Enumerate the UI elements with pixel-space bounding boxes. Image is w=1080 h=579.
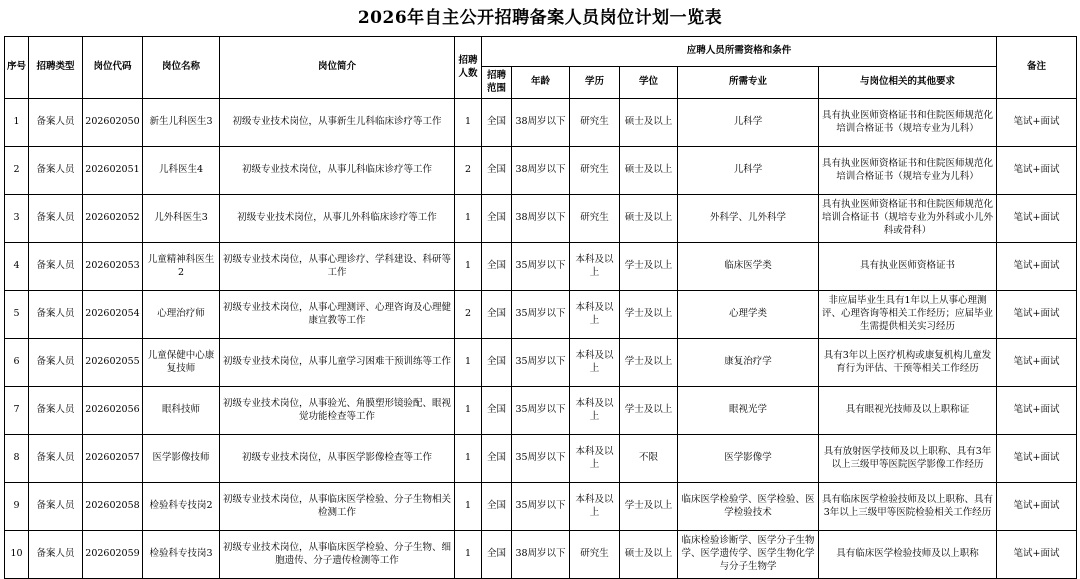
cell-position-code: 202602059 <box>83 531 143 579</box>
table-body <box>5 99 1077 579</box>
header-other-requirements: 与岗位相关的其他要求 <box>819 67 997 99</box>
cell-other-requirements: 具有执业医师资格证书和住院医师规范化培训合格证书（规培专业为儿科） <box>819 99 997 147</box>
cell-scope: 全国 <box>482 195 512 243</box>
cell-description: 初级专业技术岗位，从事心理诊疗、学科建设、科研等工作 <box>220 243 455 291</box>
cell-education: 研究生 <box>570 195 620 243</box>
cell-age: 38周岁以下 <box>512 147 570 195</box>
cell-degree: 硕士及以上 <box>620 531 678 579</box>
cell-index: 9 <box>5 483 29 531</box>
cell-description: 初级专业技术岗位，从事儿童学习困难干预训练等工作 <box>220 339 455 387</box>
cell-other-requirements: 具有执业医师资格证书 <box>819 243 997 291</box>
cell-major: 外科学、儿外科学 <box>678 195 819 243</box>
cell-position-code: 202602053 <box>83 243 143 291</box>
table-row <box>5 147 1077 195</box>
cell-major: 临床医学检验学、医学检验、医学检验技术 <box>678 483 819 531</box>
cell-index: 3 <box>5 195 29 243</box>
cell-major: 眼视光学 <box>678 387 819 435</box>
cell-degree: 学士及以上 <box>620 387 678 435</box>
cell-position-code: 202602057 <box>83 435 143 483</box>
cell-scope: 全国 <box>482 291 512 339</box>
cell-index: 4 <box>5 243 29 291</box>
cell-other-requirements: 具有3年以上医疗机构或康复机构儿童发育行为评估、干预等相关工作经历 <box>819 339 997 387</box>
cell-headcount: 2 <box>455 147 482 195</box>
positions-table <box>4 36 1077 579</box>
header-degree: 学位 <box>620 67 678 99</box>
header-position-code: 岗位代码 <box>83 37 143 99</box>
cell-education: 研究生 <box>570 531 620 579</box>
cell-major: 儿科学 <box>678 147 819 195</box>
cell-education: 本科及以上 <box>570 243 620 291</box>
cell-recruit-type: 备案人员 <box>29 339 83 387</box>
cell-position-name: 眼科技师 <box>143 387 220 435</box>
cell-position-name: 儿童保健中心康复技师 <box>143 339 220 387</box>
table-row <box>5 291 1077 339</box>
table-row <box>5 483 1077 531</box>
cell-remark: 笔试+面试 <box>997 147 1077 195</box>
cell-index: 7 <box>5 387 29 435</box>
cell-age: 35周岁以下 <box>512 387 570 435</box>
header-position-name: 岗位名称 <box>143 37 220 99</box>
cell-other-requirements: 具有眼视光技师及以上职称证 <box>819 387 997 435</box>
cell-position-name: 医学影像技师 <box>143 435 220 483</box>
cell-position-name: 检验科专技岗2 <box>143 483 220 531</box>
header-remark: 备注 <box>997 37 1077 99</box>
cell-degree: 学士及以上 <box>620 291 678 339</box>
cell-scope: 全国 <box>482 99 512 147</box>
cell-headcount: 1 <box>455 531 482 579</box>
cell-degree: 学士及以上 <box>620 243 678 291</box>
cell-description: 初级专业技术岗位，从事儿外科临床诊疗等工作 <box>220 195 455 243</box>
cell-remark: 笔试+面试 <box>997 195 1077 243</box>
cell-degree: 硕士及以上 <box>620 195 678 243</box>
cell-age: 35周岁以下 <box>512 243 570 291</box>
cell-description: 初级专业技术岗位，从事医学影像检查等工作 <box>220 435 455 483</box>
cell-position-code: 202602055 <box>83 339 143 387</box>
cell-other-requirements: 具有执业医师资格证书和住院医师规范化培训合格证书（规培专业为外科或小儿外科或骨科） <box>819 195 997 243</box>
cell-headcount: 2 <box>455 291 482 339</box>
cell-remark: 笔试+面试 <box>997 99 1077 147</box>
cell-major: 临床医学类 <box>678 243 819 291</box>
cell-headcount: 1 <box>455 483 482 531</box>
cell-age: 38周岁以下 <box>512 531 570 579</box>
cell-degree: 学士及以上 <box>620 483 678 531</box>
cell-other-requirements: 具有执业医师资格证书和住院医师规范化培训合格证书（规培专业为儿科） <box>819 147 997 195</box>
cell-position-name: 检验科专技岗3 <box>143 531 220 579</box>
cell-position-code: 202602058 <box>83 483 143 531</box>
table-row <box>5 387 1077 435</box>
cell-description: 初级专业技术岗位，从事验光、角膜塑形镜验配、眼视觉功能检查等工作 <box>220 387 455 435</box>
cell-scope: 全国 <box>482 435 512 483</box>
cell-recruit-type: 备案人员 <box>29 291 83 339</box>
cell-degree: 硕士及以上 <box>620 99 678 147</box>
cell-degree: 学士及以上 <box>620 339 678 387</box>
cell-education: 研究生 <box>570 147 620 195</box>
page-title: 2026年自主公开招聘备案人员岗位计划一览表 <box>357 8 723 28</box>
cell-scope: 全国 <box>482 387 512 435</box>
cell-scope: 全国 <box>482 243 512 291</box>
cell-position-code: 202602052 <box>83 195 143 243</box>
header-index: 序号 <box>5 37 29 99</box>
cell-position-name: 新生儿科医生3 <box>143 99 220 147</box>
cell-index: 8 <box>5 435 29 483</box>
cell-recruit-type: 备案人员 <box>29 147 83 195</box>
cell-recruit-type: 备案人员 <box>29 483 83 531</box>
cell-education: 本科及以上 <box>570 483 620 531</box>
cell-scope: 全国 <box>482 339 512 387</box>
cell-major: 康复治疗学 <box>678 339 819 387</box>
cell-remark: 笔试+面试 <box>997 435 1077 483</box>
cell-recruit-type: 备案人员 <box>29 435 83 483</box>
cell-position-code: 202602054 <box>83 291 143 339</box>
cell-remark: 笔试+面试 <box>997 387 1077 435</box>
table-row <box>5 243 1077 291</box>
cell-recruit-type: 备案人员 <box>29 195 83 243</box>
cell-description: 初级专业技术岗位，从事新生儿科临床诊疗等工作 <box>220 99 455 147</box>
cell-recruit-type: 备案人员 <box>29 531 83 579</box>
cell-position-code: 202602056 <box>83 387 143 435</box>
cell-headcount: 1 <box>455 435 482 483</box>
cell-recruit-type: 备案人员 <box>29 99 83 147</box>
cell-age: 38周岁以下 <box>512 99 570 147</box>
header-description: 岗位简介 <box>220 37 455 99</box>
cell-scope: 全国 <box>482 483 512 531</box>
table-row <box>5 339 1077 387</box>
cell-scope: 全国 <box>482 531 512 579</box>
header-major: 所需专业 <box>678 67 819 99</box>
cell-position-code: 202602050 <box>83 99 143 147</box>
cell-remark: 笔试+面试 <box>997 243 1077 291</box>
cell-education: 本科及以上 <box>570 435 620 483</box>
cell-headcount: 1 <box>455 195 482 243</box>
cell-remark: 笔试+面试 <box>997 531 1077 579</box>
cell-recruit-type: 备案人员 <box>29 387 83 435</box>
cell-major: 临床检验诊断学、医学分子生物学、医学遗传学、医学生物化学与分子生物学 <box>678 531 819 579</box>
header-education: 学历 <box>570 67 620 99</box>
cell-degree: 不限 <box>620 435 678 483</box>
cell-education: 本科及以上 <box>570 339 620 387</box>
cell-major: 医学影像学 <box>678 435 819 483</box>
table-row <box>5 435 1077 483</box>
cell-scope: 全国 <box>482 147 512 195</box>
cell-headcount: 1 <box>455 387 482 435</box>
cell-education: 本科及以上 <box>570 291 620 339</box>
cell-age: 35周岁以下 <box>512 291 570 339</box>
cell-age: 35周岁以下 <box>512 339 570 387</box>
cell-other-requirements: 具有临床医学检验技师及以上职称、具有3年以上三级甲等医院检验相关工作经历 <box>819 483 997 531</box>
table-row <box>5 531 1077 579</box>
cell-index: 2 <box>5 147 29 195</box>
cell-description: 初级专业技术岗位，从事儿科临床诊疗等工作 <box>220 147 455 195</box>
cell-remark: 笔试+面试 <box>997 291 1077 339</box>
cell-other-requirements: 非应届毕业生具有1年以上从事心理测评、心理咨询等相关工作经历；应届毕业生需提供相关实习经历 <box>819 291 997 339</box>
cell-position-name: 心理治疗师 <box>143 291 220 339</box>
cell-description: 初级专业技术岗位，从事临床医学检验、分子生物、细胞遗传、分子遗传检测等工作 <box>220 531 455 579</box>
cell-education: 本科及以上 <box>570 387 620 435</box>
cell-position-name: 儿童精神科医生2 <box>143 243 220 291</box>
table-row <box>5 99 1077 147</box>
cell-age: 35周岁以下 <box>512 483 570 531</box>
cell-remark: 笔试+面试 <box>997 339 1077 387</box>
cell-headcount: 1 <box>455 243 482 291</box>
header-scope: 招聘范围 <box>482 67 512 99</box>
cell-degree: 硕士及以上 <box>620 147 678 195</box>
cell-index: 1 <box>5 99 29 147</box>
header-age: 年龄 <box>512 67 570 99</box>
table-row <box>5 195 1077 243</box>
cell-index: 6 <box>5 339 29 387</box>
cell-position-code: 202602051 <box>83 147 143 195</box>
cell-index: 10 <box>5 531 29 579</box>
cell-position-name: 儿科医生4 <box>143 147 220 195</box>
cell-other-requirements: 具有临床医学检验技师及以上职称 <box>819 531 997 579</box>
cell-position-name: 儿外科医生3 <box>143 195 220 243</box>
cell-index: 5 <box>5 291 29 339</box>
cell-headcount: 1 <box>455 99 482 147</box>
cell-recruit-type: 备案人员 <box>29 243 83 291</box>
header-qualifications-group: 应聘人员所需资格和条件 <box>482 37 997 67</box>
header-recruit-type: 招聘类型 <box>29 37 83 99</box>
cell-major: 儿科学 <box>678 99 819 147</box>
cell-remark: 笔试+面试 <box>997 483 1077 531</box>
header-headcount: 招聘人数 <box>455 37 482 99</box>
cell-description: 初级专业技术岗位，从事临床医学检验、分子生物相关检测工作 <box>220 483 455 531</box>
cell-other-requirements: 具有放射医学技师及以上职称、具有3年以上三级甲等医院医学影像工作经历 <box>819 435 997 483</box>
cell-major: 心理学类 <box>678 291 819 339</box>
cell-age: 38周岁以下 <box>512 195 570 243</box>
cell-description: 初级专业技术岗位，从事心理测评、心理咨询及心理健康宣教等工作 <box>220 291 455 339</box>
cell-age: 35周岁以下 <box>512 435 570 483</box>
cell-education: 研究生 <box>570 99 620 147</box>
cell-headcount: 1 <box>455 339 482 387</box>
